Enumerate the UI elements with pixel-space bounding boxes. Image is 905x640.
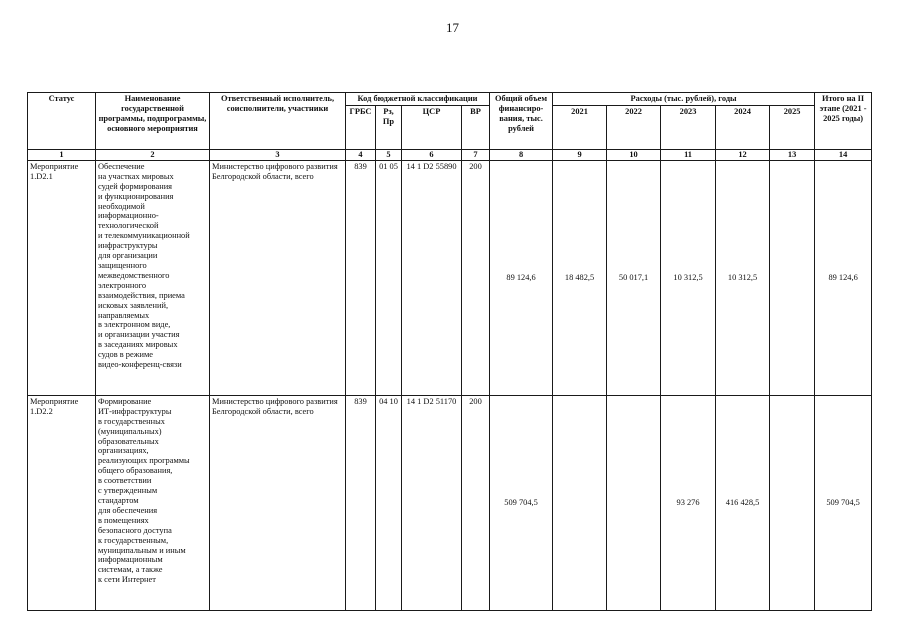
column-number: 2: [96, 149, 210, 160]
column-number: 4: [346, 149, 376, 160]
row-executor: Министерство цифрового развития Белгородской области, всего: [210, 160, 346, 395]
header-total-volume: Общий объем финансиро-вания, тыс. рублей: [490, 93, 553, 150]
header-year-2022: 2022: [607, 105, 661, 149]
row-rz: 04 10: [376, 395, 402, 610]
column-number-row: [28, 149, 872, 160]
table-row: [28, 160, 872, 395]
header-year-2023: 2023: [661, 105, 716, 149]
column-number: 12: [716, 149, 770, 160]
row-csr: 14 1 D2 51170: [402, 395, 462, 610]
row-executor: Министерство цифрового развития Белгородской области, всего: [210, 395, 346, 610]
column-number: 10: [607, 149, 661, 160]
row-vr: 200: [462, 160, 490, 395]
row-stage-total: 509 704,5: [815, 395, 872, 610]
row-2024: 416 428,5: [716, 395, 770, 610]
row-total: 509 704,5: [490, 395, 553, 610]
row-csr: 14 1 D2 55890: [402, 160, 462, 395]
row-grbs: 839: [346, 395, 376, 610]
header-csr: ЦСР: [402, 105, 462, 149]
row-2024: 10 312,5: [716, 160, 770, 395]
page-number: 17: [446, 20, 459, 35]
header-grbs: ГРБС: [346, 105, 376, 149]
row-grbs: 839: [346, 160, 376, 395]
header-vr: ВР: [462, 105, 490, 149]
column-number: 7: [462, 149, 490, 160]
column-number: 6: [402, 149, 462, 160]
row-2023: 93 276: [661, 395, 716, 610]
column-number: 5: [376, 149, 402, 160]
header-stage-total: Итого на II этапе (2021 - 2025 годы): [815, 93, 872, 150]
row-2021: [553, 395, 607, 610]
row-2025: [770, 160, 815, 395]
header-name: Наименование государственной программы, подпрограммы, основного мероприятия: [96, 93, 210, 150]
row-name: Формирование ИТ-инфраструктуры в государственных (муниципальных) образовательных организациях, реализующих программы общего образования, в соответствии с утвержденным стандартом для обеспечения в помещениях безопасного доступа к государственным, муниципальным и иным информационным системам, а также к сети Интернет: [96, 395, 210, 610]
row-2023: 10 312,5: [661, 160, 716, 395]
column-number: 14: [815, 149, 872, 160]
row-total: 89 124,6: [490, 160, 553, 395]
row-2021: 18 482,5: [553, 160, 607, 395]
header-rz: Рз, Пр: [376, 105, 402, 149]
column-number: 9: [553, 149, 607, 160]
row-2022: [607, 395, 661, 610]
header-year-2021: 2021: [553, 105, 607, 149]
column-number: 1: [28, 149, 96, 160]
column-number: 3: [210, 149, 346, 160]
row-name: Обеспечение на участках мировых судей формирования и функционирования необходимой информационно- технологической и телекоммуникационной инфраструктуры для организации защищенного межведомственного электронного взаимодействия, приема исковых заявлений, направляемых в электронном виде, и организации участия в заседаниях мировых судов в режиме видео-конференц-связи: [96, 160, 210, 395]
row-status: Мероприятие 1.D2.1: [28, 160, 96, 395]
row-2022: 50 017,1: [607, 160, 661, 395]
row-vr: 200: [462, 395, 490, 610]
row-stage-total: 89 124,6: [815, 160, 872, 395]
column-number: 11: [661, 149, 716, 160]
header-executor: Ответственный исполнитель, соисполнители, участники: [210, 93, 346, 150]
row-status: Мероприятие 1.D2.2: [28, 395, 96, 610]
header-status: Статус: [28, 93, 96, 150]
budget-table: [27, 92, 872, 611]
column-number: 13: [770, 149, 815, 160]
header-year-2025: 2025: [770, 105, 815, 149]
table-row: [28, 395, 872, 610]
row-2025: [770, 395, 815, 610]
header-year-2024: 2024: [716, 105, 770, 149]
header-budget-code: Код бюджетной классификации: [346, 93, 490, 106]
header-expenses: Расходы (тыс. рублей), годы: [553, 93, 815, 106]
column-number: 8: [490, 149, 553, 160]
row-rz: 01 05: [376, 160, 402, 395]
